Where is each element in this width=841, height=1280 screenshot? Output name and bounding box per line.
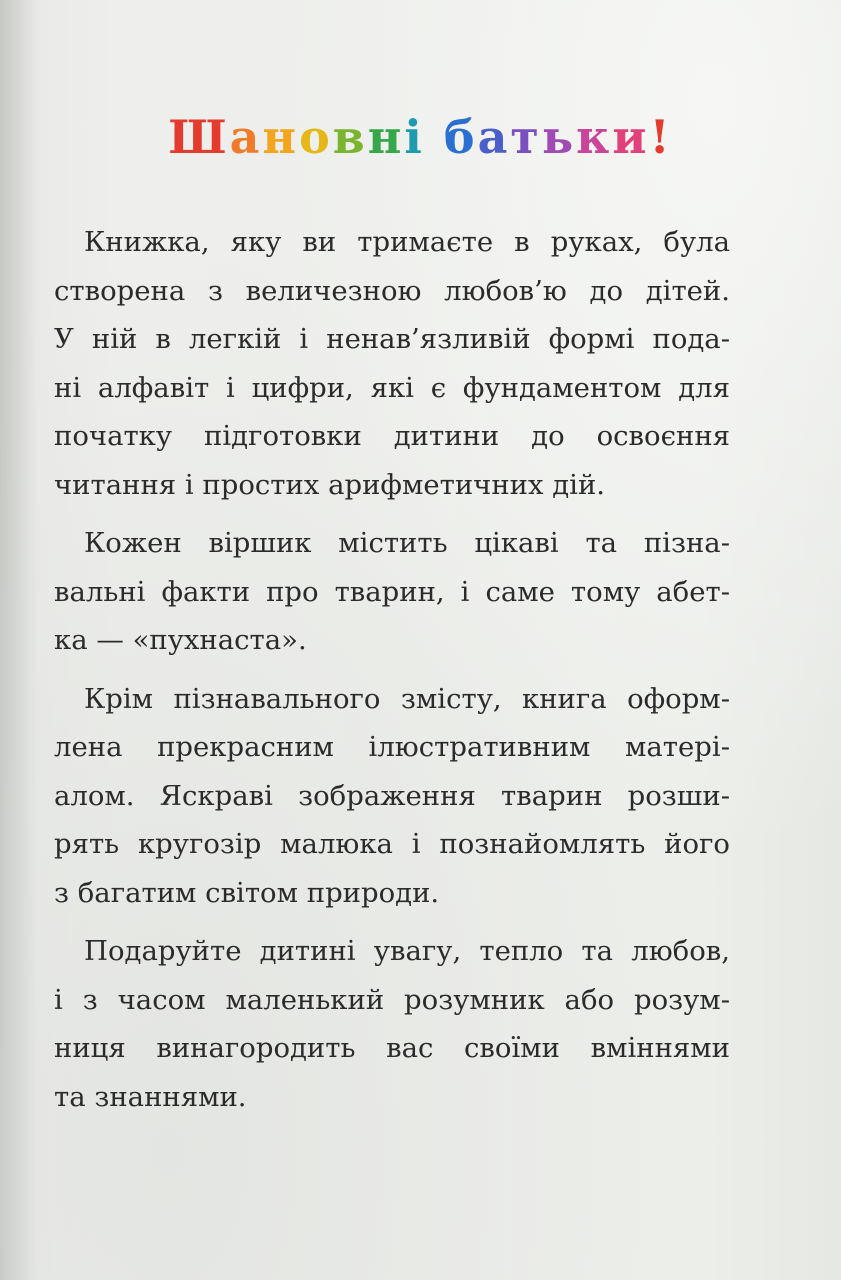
text-line: і з часом маленький розумник або розум- <box>54 983 730 1016</box>
paragraph <box>54 927 730 1121</box>
text-line: рять кругозір малюка і познайомлять його <box>54 828 730 860</box>
title-letter: ь <box>541 110 577 164</box>
text-line: та знаннями. <box>54 1080 247 1113</box>
text-line: Кожен віршик містить цікаві та пізна- <box>84 527 730 559</box>
text-line: ні алфавіт і цифри, які є фундаментом для <box>54 371 730 404</box>
paragraph <box>54 675 730 918</box>
title-letter: н <box>367 110 405 164</box>
text-line: читання і простих арифметичних дій. <box>54 468 606 501</box>
paragraph <box>54 519 730 665</box>
title-letter: б <box>443 110 478 164</box>
page-body-text <box>54 218 730 1131</box>
title-letter: в <box>332 110 368 164</box>
title-letter: а <box>477 110 511 164</box>
title-letter: к <box>576 110 613 164</box>
title-letter: и <box>612 110 650 164</box>
text-line: Книжка, яку ви тримаєте в руках, була <box>84 226 730 258</box>
title-letter: ! <box>649 110 673 164</box>
text-line: лена прекрасним ілюстративним матері- <box>54 731 730 763</box>
page-fold-shadow <box>0 0 38 1280</box>
page-title <box>0 110 841 164</box>
text-line: ниця винагородить вас своїми вміннями <box>54 1032 730 1064</box>
title-letter: н <box>262 110 300 164</box>
title-letter: а <box>229 110 263 164</box>
text-line: початку підготовки дитини до освоєння <box>54 420 730 452</box>
text-line: вальні факти про тварин, і саме тому абет- <box>54 575 730 608</box>
title-letter: о <box>299 110 333 164</box>
text-line: Подаруйте дитині увагу, тепло та любов, <box>84 935 730 967</box>
text-line: У ній в легкій і ненав’язливій формі пода- <box>54 323 730 355</box>
text-line: алом. Яскраві зображення тварин розши- <box>54 779 730 812</box>
title-letter: Ш <box>168 110 230 164</box>
text-line: створена з величезною любов’ю до дітей. <box>54 274 730 307</box>
text-line: ка — «пухнаста». <box>54 624 307 656</box>
title-letter: і <box>404 110 425 164</box>
text-line: з багатим світом природи. <box>54 876 440 909</box>
title-letter <box>425 110 444 164</box>
text-line: Крім пізнавального змісту, книга оформ- <box>84 682 730 715</box>
paragraph <box>54 218 730 509</box>
title-letter: т <box>510 110 542 164</box>
